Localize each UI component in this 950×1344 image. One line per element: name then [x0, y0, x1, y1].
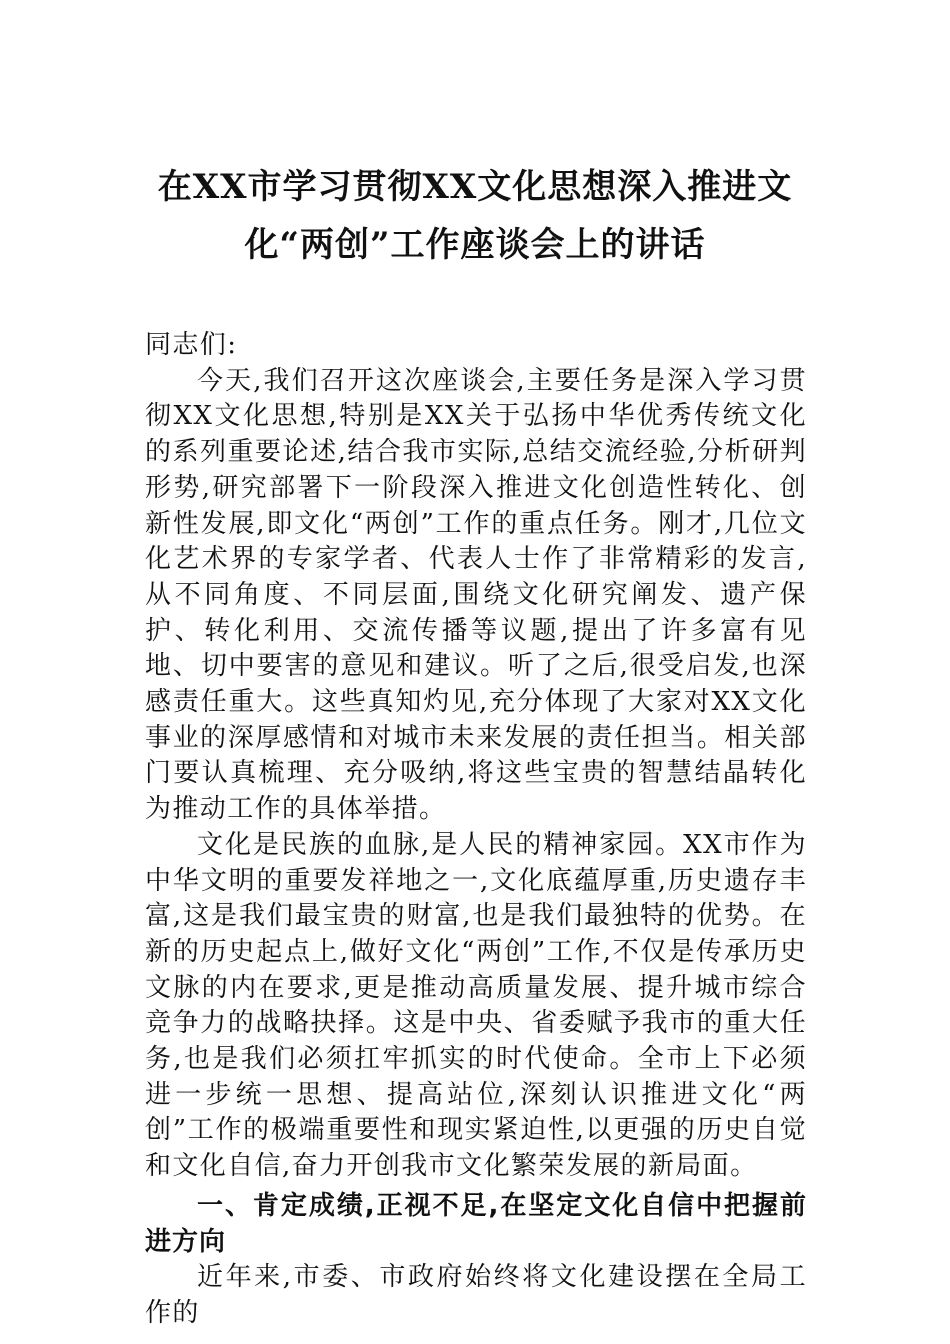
title-line-2: 化“两创”工作座谈会上的讲话 — [244, 225, 706, 265]
document-title — [140, 158, 810, 274]
paragraph-2: 文化是民族的血脉,是人民的精神家园。XX市作为中华文明的重要发祥地之一,文化底蕴厚重,历史遗存丰富,这是我们最宝贵的财富,也是我们最独特的优势。在新的历史起点上,做好文化“两创”工作,不仅是传承历史文脉的内在要求,更是推动高质量发展、提升城市综合竞争力的战略抉择。这是中央、省委赋予我市的重大任务,也是我们必须扛牢抓实的时代使命。全市上下必须进一步统一思想、提高站位,深刻认识推进文化“两创”工作的极端重要性和现实紧迫性,以更强的历史自觉和文化自信,奋力开创我市文化繁荣发展的新局面。 — [145, 829, 807, 1182]
title-line-1: 在XX市学习贯彻XX文化思想深入推进文 — [157, 167, 793, 207]
paragraph-3: 近年来,市委、市政府始终将文化建设摆在全局工作的 — [145, 1262, 807, 1328]
paragraph-1: 今天,我们召开这次座谈会,主要任务是深入学习贯彻XX文化思想,特别是XX关于弘扬中华优秀传统文化的系列重要论述,结合我市实际,总结交流经验,分析研判形势,研究部署下一阶段深入推进文化创造性转化、创新性发展,即文化“两创”工作的重点任务。刚才,几位文化艺术界的专家学者、代表人士作了非常精彩的发言,从不同角度、不同层面,围绕文化研究阐发、遗产保护、转化利用、交流传播等议题,提出了许多富有见地、切中要害的意见和建议。听了之后,很受启发,也深感责任重大。这些真知灼见,充分体现了大家对XX文化事业的深厚感情和对城市未来发展的责任担当。相关部门要认真梳理、充分吸纳,将这些宝贵的智慧结晶转化为推动工作的具体举措。 — [145, 365, 807, 825]
document-body — [145, 328, 807, 1332]
section-heading: 一、肯定成绩,正视不足,在坚定文化自信中把握前进方向 — [145, 1190, 807, 1257]
greeting: 同志们: — [145, 330, 238, 360]
